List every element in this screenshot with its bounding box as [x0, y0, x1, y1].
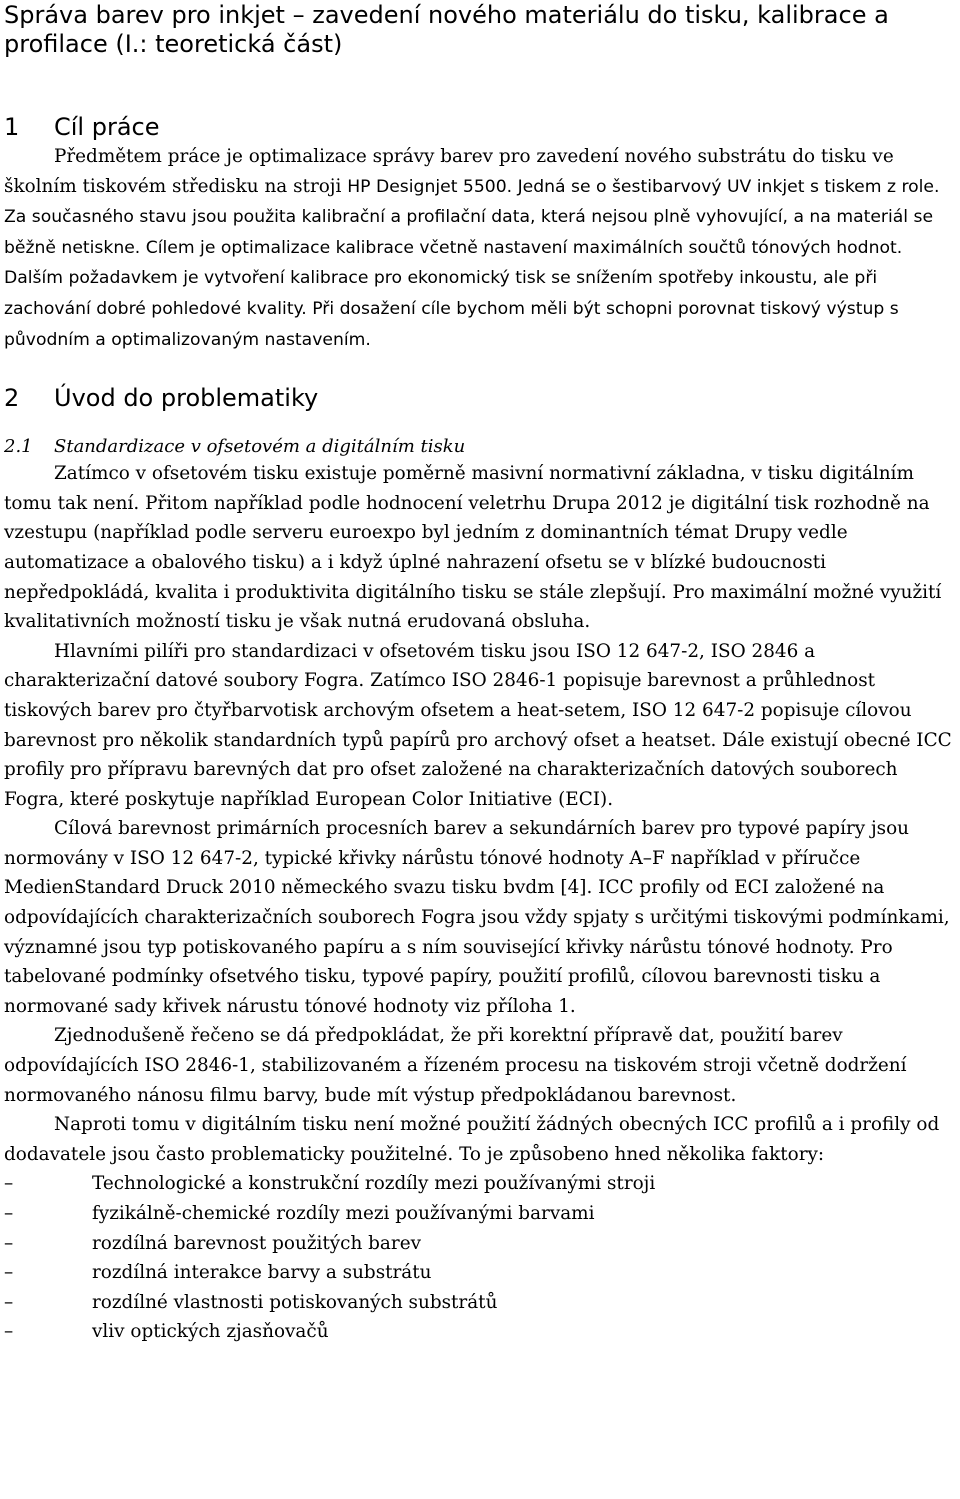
list-marker: –	[4, 1203, 14, 1224]
paragraph: Hlavními pilíři pro standardizaci v ofsetovém tisku jsou ISO 12 647-2, ISO 2846 a charakterizační datové soubory Fogra. Zatímco ISO 2846-1 popisuje barevnost a průhlednost tiskových barev pro čtyřbarvotisk archovým ofsetem a heat-setem, ISO 12 647-2 popisuje cílovou barevnost pro několik standardních typů papírů pro archový ofset a heatset. Dále existují obecné ICC profily pro přípravu barevných dat pro ofset založené na charakterizačních datových souborech Fogra, které poskytuje například European Color Initiative (ECI).	[4, 640, 952, 810]
section-heading-goal	[4, 113, 956, 141]
list-item-text: fyzikálně-chemické rozdíly mezi používanými barvami	[92, 1203, 595, 1224]
section-heading-intro	[4, 384, 956, 412]
section-number: 2	[4, 384, 20, 413]
list-item-text: Technologické a konstrukční rozdíly mezi používanými stroji	[92, 1173, 656, 1195]
list-item	[4, 1199, 956, 1229]
list-item	[4, 1169, 956, 1199]
goal-text-sans: HP Designjet 5500. Jedná se o šestibarvový UV inkjet s tiskem z role. Za současného stavu jsou použita kalibrační a profilační data, která nejsou plně vyhovující, a na materiál se běžně netiskne. Cílem je optimalizace kalibrace včetně nastavení maximálních součtů tónových hodnot. Dalším požadavkem je vytvoření kalibrace pro ekonomický tisk se snížením spotřeby inkoustu, ale při zachování dobré pohledové kvality. Při dosažení cíle bychom měli být schopni porovnat tiskový výstup s původním a optimalizovaným nastavením.	[4, 176, 940, 350]
list-item	[4, 1258, 956, 1288]
goal-paragraph	[4, 142, 956, 355]
list-item	[4, 1317, 956, 1347]
list-item	[4, 1229, 956, 1259]
subsection-title: Standardizace v ofsetovém a digitálním tisku	[54, 436, 466, 458]
list-marker: –	[4, 1173, 14, 1195]
list-item	[4, 1288, 956, 1318]
list-marker: –	[4, 1262, 14, 1284]
goal-text-serif: Předmětem práce je optimalizace správy barev pro zavedení nového substrátu do tisku ve školním tiskovém středisku na stroji	[4, 146, 894, 197]
list-item-text: vliv optických zjasňovačů	[92, 1321, 329, 1343]
list-item-text: rozdílné vlastnosti potiskovaných substrátů	[92, 1291, 498, 1313]
list-marker: –	[4, 1321, 14, 1343]
section-number: 1	[4, 113, 20, 141]
list-marker: –	[4, 1232, 14, 1254]
paragraph: Zatímco v ofsetovém tisku existuje poměrně masivní normativní základna, v tisku digitálním tomu tak není. Přitom například podle hodnocení veletrhu Drupa 2012 je digitální tisk rozhodně na vzestupu (například podle serveru euroexpo byl jedním z dominantních témat Drupy vedle automatizace a obalového tisku) a i když úplné nahrazení ofsetu se v blízké budoucnosti nepředpokládá, kvalita i produktivita digitálního tisku se stále zlepšují. Pro maximální možné využití kvalitativních možností tisku je však nutná erudovaná obsluha.	[4, 463, 942, 633]
section-title: Úvod do problematiky	[54, 384, 319, 413]
section-title: Cíl práce	[54, 113, 160, 141]
list-item-text: rozdílná barevnost použitých barev	[92, 1232, 421, 1254]
paragraph: Zjednodušeně řečeno se dá předpokládat, že při korektní přípravě dat, použití barev odpovídajících ISO 2846-1, stabilizovaném a řízeném procesu na tiskovém stroji včetně dodržení normovaného nánosu filmu barvy, bude mít výstup předpokládanou barevnost.	[4, 1025, 907, 1106]
paragraph: Cílová barevnost primárních procesních barev a sekundárních barev pro typové papíry jsou normovány v ISO 12 647-2, typické křivky nárůstu tónové hodnoty A–F například v příručce MedienStandard Druck 2010 německého svazu tisku bvdm [4]. ICC profily od ECI založené na odpovídajících charakterizačních souborech Fogra jsou vždy spjaty s určitými tiskovými podmínkami, významné jsou typ potiskovaného papíru a s ním související křivky nárůstu tónové hodnoty. Pro tabelované podmínky ofsetvého tisku, typové papíry, použití profilů, cílovou barevnosti tisku a normované sady křivek nárustu tónové hodnoty viz příloha 1.	[4, 818, 950, 1017]
subsection-heading	[4, 435, 956, 459]
list-marker: –	[4, 1291, 14, 1313]
factor-list	[4, 1169, 956, 1347]
subsection-number: 2.1	[4, 436, 33, 458]
paragraph: Naproti tomu v digitálním tisku není možné použití žádných obecných ICC profilů a i profily od dodavatele jsou často problematicky použitelné. To je způsobeno hned několika faktory:	[4, 1114, 940, 1165]
document-title: Správa barev pro inkjet – zavedení nového materiálu do tisku, kalibrace a profilace (I.: teoretická část)	[4, 1, 889, 58]
list-item-text: rozdílná interakce barvy a substrátu	[92, 1262, 432, 1284]
